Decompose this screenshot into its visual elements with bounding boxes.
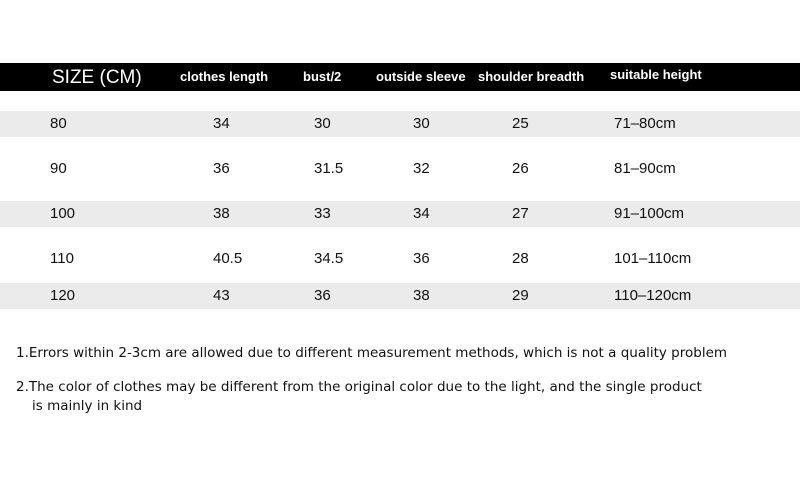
table-row [0,111,800,137]
cell-bust: 33 [314,205,331,222]
cell-clothes-length: 34 [213,115,230,132]
note-measurement-errors: 1.Errors within 2-3cm are allowed due to different measurement methods, which is not a quality problem [16,345,728,361]
cell-shoulder-breadth: 27 [512,205,529,222]
size-table-header [0,63,800,91]
cell-size: 90 [50,160,67,177]
table-row [0,283,800,309]
cell-clothes-length: 38 [213,205,230,222]
cell-size: 120 [50,287,76,304]
cell-bust: 34.5 [314,250,344,267]
header-outside-sleeve: outside sleeve [376,69,466,84]
note-color-difference-line2: is mainly in kind [32,398,143,414]
cell-outside-sleeve: 38 [413,287,430,304]
header-size: SIZE (CM) [52,67,142,88]
cell-suitable-height: 110–120cm [614,287,692,304]
cell-size: 110 [50,250,74,267]
note-color-difference [16,378,796,416]
cell-outside-sleeve: 34 [413,205,430,222]
cell-clothes-length: 43 [213,287,230,304]
header-clothes-length: clothes length [180,69,269,84]
header-bust: bust/2 [303,69,342,84]
header-shoulder-breadth: shoulder breadth [478,69,585,84]
cell-suitable-height: 81–90cm [614,160,676,177]
cell-outside-sleeve: 36 [413,250,430,267]
cell-bust: 31.5 [314,160,344,177]
cell-clothes-length: 36 [213,160,230,177]
note-color-difference-line1: 2.The color of clothes may be different from the original color due to the light, and the single product [16,379,702,395]
cell-bust: 36 [314,287,331,304]
cell-outside-sleeve: 30 [413,115,430,132]
table-row [0,246,800,272]
cell-shoulder-breadth: 28 [512,250,529,267]
cell-shoulder-breadth: 25 [512,115,529,132]
cell-shoulder-breadth: 29 [512,287,529,304]
cell-suitable-height: 71–80cm [614,115,676,132]
table-row [0,201,800,227]
header-suitable-height: suitable height [610,67,702,82]
cell-clothes-length: 40.5 [213,250,243,267]
cell-suitable-height: 91–100cm [614,205,685,222]
cell-size: 100 [50,205,76,222]
cell-shoulder-breadth: 26 [512,160,529,177]
cell-size: 80 [50,115,67,132]
cell-bust: 30 [314,115,331,132]
cell-suitable-height: 101–110cm [614,250,692,267]
table-row [0,156,800,182]
cell-outside-sleeve: 32 [413,160,430,177]
